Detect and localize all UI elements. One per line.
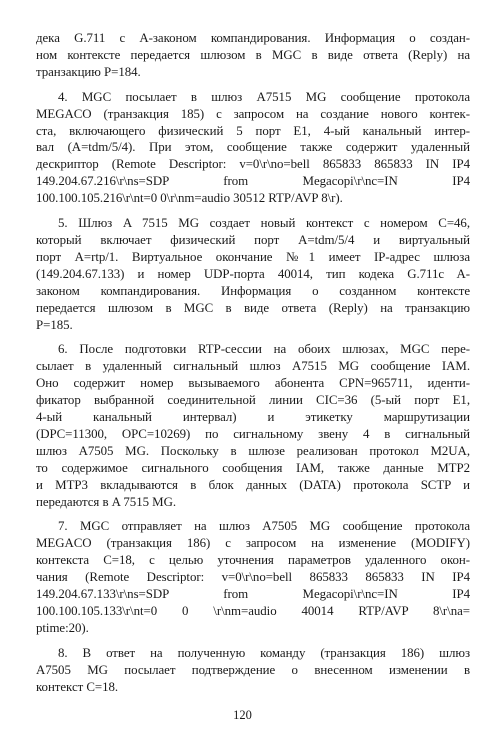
text-line: ном контексте передается шлюзом в MGC в виде ответа (Reply) на bbox=[36, 47, 470, 62]
page-number: 120 bbox=[233, 708, 252, 722]
text-line: шлюз A7505 MG. Поскольку в шлюзе реализован протокол M2UA, bbox=[36, 443, 470, 458]
text-line: MEGACO (транзакция 186) с запросом на изменение (MODIFY) bbox=[36, 536, 470, 551]
text-line: передается шлюзом в MGC в виде ответа (Reply) на транзакцию bbox=[36, 300, 470, 315]
paragraph bbox=[36, 89, 470, 207]
text-line: который включает физический порт A=tdm/5/4 и виртуальный bbox=[36, 232, 470, 247]
text-line: 6. После подготовки RTP-сессии на обоих шлюзах, MGC пере- bbox=[58, 342, 470, 357]
text-line: 5. Шлюз A 7515 MG создает новый контекст с номером C=46, bbox=[58, 216, 470, 231]
text-line: (DPC=11300, OPC=10269) по сигнальному звену 4 в сигнальный bbox=[36, 426, 470, 441]
text-line: 4-ый канальный интервал) и этикетку маршрутизации bbox=[36, 410, 470, 425]
paragraph bbox=[36, 341, 470, 510]
text-line: MEGACO (транзакция 185) с запросом на создание нового контек- bbox=[36, 106, 470, 121]
text-line: 149.204.67.133\r\ns=SDP from Megacopi\r\nc=IN IP4 bbox=[36, 587, 470, 602]
text-line: и MTP3 вкладываются в блок данных (DATA) протокола SCTP и bbox=[36, 477, 470, 492]
text-line: чания (Remote Descriptor: v=0\r\no=bell 865833 865833 IN IP4 bbox=[36, 570, 470, 585]
text-line: 4. MGC посылает в шлюз A7515 MG сообщение протокола bbox=[58, 89, 470, 104]
text-line: ptime:20). bbox=[36, 620, 89, 635]
text-line: 100.100.105.216\r\nt=0 0\r\nm=audio 30512 RTP/AVP 8\r). bbox=[36, 191, 343, 206]
text-line: передаются в A 7515 MG. bbox=[36, 494, 176, 509]
text-line: дескриптор (Remote Descriptor: v=0\r\no=bell 865833 865833 IN IP4 bbox=[36, 157, 470, 172]
text-line: контекст C=18. bbox=[36, 679, 119, 694]
paragraph bbox=[36, 645, 470, 696]
text-line: контекста C=18, с целью уточнения параметров удаленного окон- bbox=[36, 553, 470, 568]
text-line: (149.204.67.133) и номер UDP-порта 40014, тип кодека G.711c A- bbox=[36, 266, 470, 281]
text-line: 149.204.67.216\r\ns=SDP from Megacopi\r\nc=IN IP4 bbox=[36, 174, 470, 189]
paragraph bbox=[36, 30, 470, 81]
text-line: A7505 MG посылает подтверждение о внесенном изменении в bbox=[36, 662, 470, 677]
paragraph bbox=[36, 518, 470, 636]
text-line: транзакцию P=184. bbox=[36, 64, 141, 79]
text-line: то содержимое сигнального сообщения IAM, также данные MTP2 bbox=[36, 460, 470, 475]
text-line: фикатор выбранной соединительной линии CIC=36 (5-ый порт E1, bbox=[36, 393, 470, 408]
text-line: 8. В ответ на полученную команду (транзакция 186) шлюз bbox=[58, 645, 470, 660]
text-line: P=185. bbox=[36, 317, 73, 332]
text-line: ста, включающего физический 5 порт E1, 4-ый канальный интер- bbox=[36, 123, 470, 138]
document-page bbox=[36, 30, 470, 704]
text-line: дека G.711 с A-законом компандирования. Информация о создан- bbox=[36, 31, 470, 45]
text-line: Оно содержит номер вызываемого абонента CPN=965711, иденти- bbox=[36, 376, 470, 391]
text-line: 100.100.105.133\r\nt=0 0 \r\nm=audio 40014 RTP/AVP 8\r\na= bbox=[36, 604, 470, 618]
text-line: сылает в удаленный сигнальный шлюз A7515 MG сообщение IAM. bbox=[36, 359, 470, 374]
text-line: законом компандирования. Информация о созданном контексте bbox=[36, 283, 470, 298]
text-line: порт A=rtp/1. Виртуальное окончание №1 имеет IP-адрес шлюза bbox=[36, 249, 470, 264]
text-line: вал (A=tdm/5/4). При этом, сообщение также содержит удаленный bbox=[36, 140, 470, 155]
paragraph bbox=[36, 215, 470, 333]
text-line: 7. MGC отправляет на шлюз A7505 MG сообщение протокола bbox=[58, 519, 470, 534]
